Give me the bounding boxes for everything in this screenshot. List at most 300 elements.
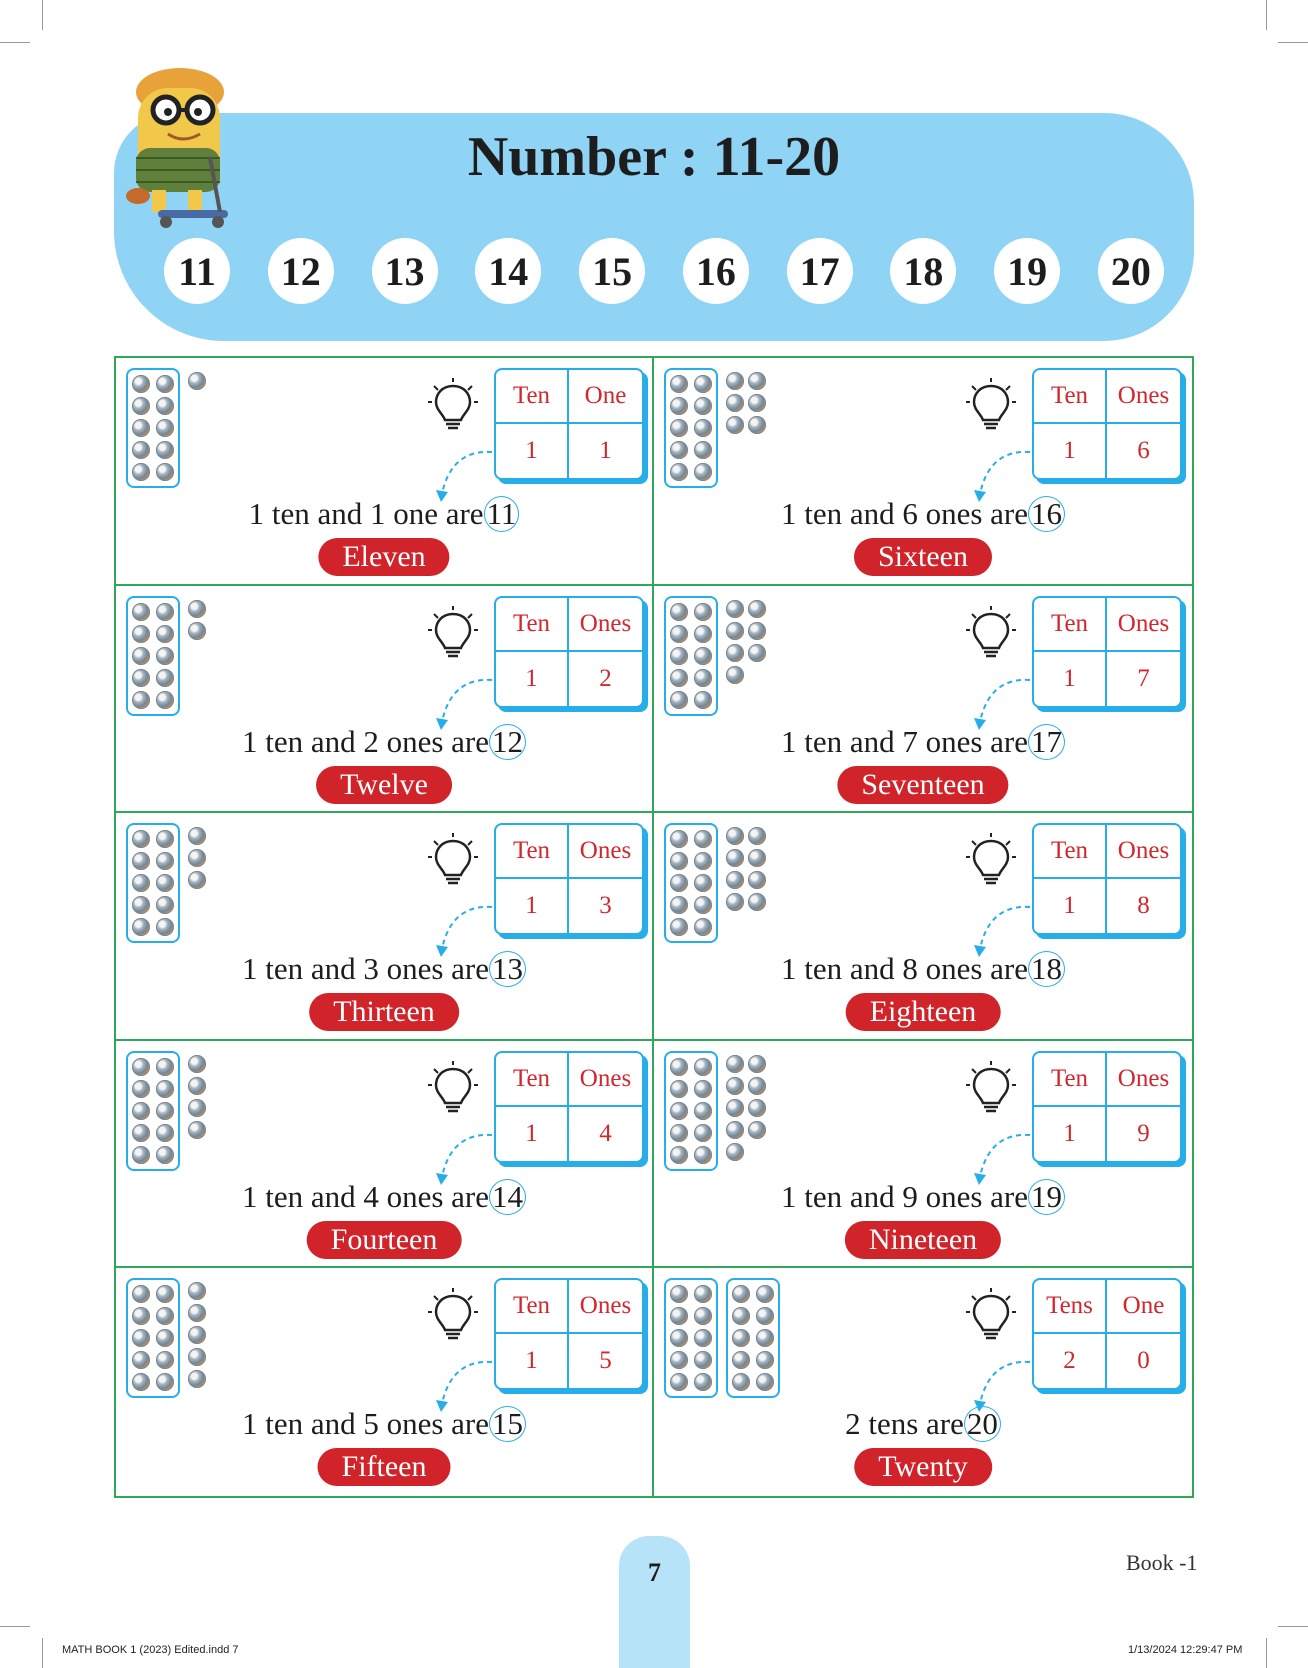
ten-heading: Ten bbox=[1034, 370, 1107, 424]
bead bbox=[748, 827, 766, 845]
bead bbox=[732, 1285, 750, 1303]
bead bbox=[732, 1307, 750, 1325]
bead bbox=[748, 1055, 766, 1073]
circled-number: 19 bbox=[1028, 1179, 1065, 1215]
loose-beads bbox=[188, 1278, 206, 1388]
ten-bead-strip bbox=[726, 1278, 780, 1398]
ten-bead-strip bbox=[664, 823, 718, 943]
ten-value: 1 bbox=[496, 652, 569, 706]
bead bbox=[726, 600, 744, 618]
bead bbox=[156, 830, 174, 848]
bead bbox=[694, 896, 712, 914]
bead bbox=[670, 852, 688, 870]
bead bbox=[726, 1143, 744, 1161]
bead bbox=[670, 874, 688, 892]
bead bbox=[694, 419, 712, 437]
bead bbox=[748, 622, 766, 640]
page-number-tab bbox=[619, 1536, 690, 1668]
ones-value: 4 bbox=[599, 1119, 612, 1147]
bead bbox=[156, 375, 174, 393]
bead bbox=[726, 871, 744, 889]
bead bbox=[132, 603, 150, 621]
place-value-sentence bbox=[654, 1406, 1192, 1442]
ten-heading: Tens bbox=[1034, 1280, 1107, 1334]
sentence-text: 1 ten and 7 ones are bbox=[780, 723, 1029, 759]
bead bbox=[748, 644, 766, 662]
bead-group bbox=[664, 596, 766, 716]
bead bbox=[694, 1058, 712, 1076]
ten-bead-strip bbox=[126, 1051, 180, 1171]
bead-group bbox=[664, 823, 766, 943]
number-word-label: Eighteen bbox=[846, 993, 1001, 1031]
bead bbox=[748, 849, 766, 867]
bead bbox=[670, 1351, 688, 1369]
ones-value: 7 bbox=[1137, 664, 1150, 692]
sentence-text: 1 ten and 5 ones are bbox=[241, 1406, 490, 1442]
number-circle: 14 bbox=[475, 238, 541, 304]
bead bbox=[156, 419, 174, 437]
number-circle: 15 bbox=[579, 238, 645, 304]
bead bbox=[756, 1373, 774, 1391]
bead bbox=[694, 669, 712, 687]
bead bbox=[188, 1304, 206, 1322]
bead bbox=[670, 896, 688, 914]
number-circle: 17 bbox=[787, 238, 853, 304]
ones-value: 5 bbox=[599, 1347, 612, 1375]
bead bbox=[670, 1373, 688, 1391]
bead bbox=[156, 852, 174, 870]
bead bbox=[132, 397, 150, 415]
ones-heading: Ones bbox=[569, 825, 642, 879]
bead bbox=[670, 1307, 688, 1325]
lightbulb-icon bbox=[428, 606, 478, 662]
bead bbox=[132, 691, 150, 709]
ten-bead-strip bbox=[126, 368, 180, 488]
circled-number: 11 bbox=[484, 496, 520, 532]
loose-beads bbox=[188, 596, 206, 640]
lightbulb-icon bbox=[428, 1288, 478, 1344]
print-slug-file: MATH BOOK 1 (2023) Edited.indd 7 bbox=[62, 1644, 239, 1656]
bead bbox=[748, 372, 766, 390]
circled-number: 15 bbox=[489, 1406, 526, 1442]
bead bbox=[188, 372, 206, 390]
bead bbox=[670, 691, 688, 709]
number-circle: 13 bbox=[372, 238, 438, 304]
ones-value: 1 bbox=[599, 437, 612, 464]
circled-number: 13 bbox=[489, 951, 526, 987]
bead bbox=[188, 1099, 206, 1117]
bead bbox=[188, 1077, 206, 1095]
ten-heading: Ten bbox=[1034, 825, 1107, 879]
bead bbox=[132, 441, 150, 459]
loose-beads bbox=[188, 368, 206, 390]
loose-beads bbox=[726, 823, 766, 911]
bead bbox=[726, 849, 744, 867]
bead bbox=[156, 1307, 174, 1325]
ten-bead-strip bbox=[126, 823, 180, 943]
page-number: 7 bbox=[648, 1558, 661, 1587]
bead bbox=[748, 1077, 766, 1095]
bead bbox=[726, 622, 744, 640]
bead bbox=[670, 647, 688, 665]
bead bbox=[132, 1373, 150, 1391]
sentence-text: 2 tens are bbox=[845, 1406, 964, 1442]
bead bbox=[670, 463, 688, 481]
place-value-sentence bbox=[116, 724, 652, 760]
place-value-sentence bbox=[654, 1179, 1192, 1215]
bead bbox=[694, 1307, 712, 1325]
number-word-label: Nineteen bbox=[845, 1221, 1001, 1259]
bead bbox=[156, 441, 174, 459]
bead bbox=[188, 600, 206, 618]
bead bbox=[670, 441, 688, 459]
bead bbox=[132, 1329, 150, 1347]
ones-heading: One bbox=[569, 370, 642, 424]
circled-number: 16 bbox=[1028, 496, 1065, 532]
place-value-sentence bbox=[116, 1179, 652, 1215]
empty-slot bbox=[748, 1143, 766, 1161]
bead bbox=[670, 1329, 688, 1347]
bead bbox=[726, 1121, 744, 1139]
bead bbox=[132, 1080, 150, 1098]
crop-mark bbox=[42, 0, 43, 30]
empty-slot bbox=[748, 666, 766, 684]
loose-beads bbox=[188, 823, 206, 889]
number-card bbox=[654, 586, 1192, 814]
bead bbox=[670, 830, 688, 848]
ten-value: 1 bbox=[496, 424, 569, 478]
bead bbox=[156, 918, 174, 936]
circled-number: 18 bbox=[1028, 951, 1065, 987]
sentence-text: 1 ten and 3 ones are bbox=[241, 951, 490, 987]
number-card bbox=[654, 1041, 1192, 1269]
bead bbox=[670, 1080, 688, 1098]
title-banner bbox=[114, 113, 1194, 341]
bead bbox=[726, 827, 744, 845]
bead bbox=[670, 1124, 688, 1142]
bead bbox=[188, 1326, 206, 1344]
bead bbox=[188, 1370, 206, 1388]
crop-mark bbox=[1278, 42, 1308, 43]
bead bbox=[726, 1055, 744, 1073]
bead-group bbox=[664, 1278, 780, 1398]
ten-value: 2 bbox=[1034, 1334, 1107, 1388]
bead bbox=[732, 1373, 750, 1391]
place-value-table bbox=[494, 823, 644, 935]
ten-heading: Ten bbox=[1034, 598, 1107, 652]
bead bbox=[132, 918, 150, 936]
bead bbox=[694, 1146, 712, 1164]
ones-value: 0 bbox=[1137, 1347, 1150, 1375]
mascot-illustration bbox=[108, 62, 238, 232]
place-value-sentence bbox=[116, 1406, 652, 1442]
sentence-text: 1 ten and 9 ones are bbox=[780, 1178, 1029, 1214]
circled-number: 20 bbox=[964, 1406, 1001, 1442]
bead bbox=[670, 1102, 688, 1120]
bead bbox=[748, 394, 766, 412]
place-value-sentence bbox=[116, 951, 652, 987]
bead bbox=[670, 625, 688, 643]
bead bbox=[156, 603, 174, 621]
bead bbox=[188, 827, 206, 845]
bead bbox=[156, 669, 174, 687]
ones-value: 3 bbox=[599, 892, 612, 920]
bead bbox=[670, 603, 688, 621]
page-title: Number : 11-20 bbox=[467, 126, 841, 188]
bead bbox=[670, 1146, 688, 1164]
ten-value: 1 bbox=[496, 1334, 569, 1388]
bead bbox=[132, 1058, 150, 1076]
number-circle: 20 bbox=[1098, 238, 1164, 304]
number-circle: 16 bbox=[683, 238, 749, 304]
bead bbox=[756, 1285, 774, 1303]
bead bbox=[694, 1373, 712, 1391]
bead bbox=[188, 1348, 206, 1366]
bead-group bbox=[126, 1051, 206, 1171]
number-word-label: Thirteen bbox=[309, 993, 459, 1031]
bead bbox=[748, 1121, 766, 1139]
sentence-text: 1 ten and 8 ones are bbox=[780, 951, 1029, 987]
bead bbox=[670, 1058, 688, 1076]
bead bbox=[694, 625, 712, 643]
number-card bbox=[116, 358, 654, 586]
bead bbox=[188, 1282, 206, 1300]
bead bbox=[732, 1329, 750, 1347]
bead bbox=[670, 375, 688, 393]
bead-group bbox=[126, 823, 206, 943]
number-word-label: Sixteen bbox=[854, 538, 992, 576]
ones-heading: Ones bbox=[1107, 825, 1180, 879]
ten-heading: Ten bbox=[1034, 1053, 1107, 1107]
number-word-label: Fourteen bbox=[307, 1221, 462, 1259]
number-cards-grid bbox=[114, 356, 1194, 1498]
bead bbox=[156, 1080, 174, 1098]
bead bbox=[156, 1373, 174, 1391]
ten-value: 1 bbox=[496, 1107, 569, 1161]
ones-heading: One bbox=[1107, 1280, 1180, 1334]
bead bbox=[132, 874, 150, 892]
lightbulb-icon bbox=[428, 833, 478, 889]
lightbulb-icon bbox=[428, 378, 478, 434]
place-value-table bbox=[1032, 1051, 1182, 1163]
ten-value: 1 bbox=[1034, 1107, 1107, 1161]
bead bbox=[156, 647, 174, 665]
ones-heading: Ones bbox=[569, 1053, 642, 1107]
bead bbox=[188, 871, 206, 889]
place-value-table bbox=[494, 1278, 644, 1390]
bead bbox=[188, 849, 206, 867]
number-word-label: Fifteen bbox=[318, 1448, 451, 1486]
bead bbox=[694, 830, 712, 848]
bead bbox=[694, 375, 712, 393]
bead bbox=[726, 644, 744, 662]
bead bbox=[132, 896, 150, 914]
bead bbox=[732, 1351, 750, 1369]
crop-mark bbox=[0, 1626, 30, 1627]
bead bbox=[156, 463, 174, 481]
number-row bbox=[164, 238, 1164, 304]
sentence-text: 1 ten and 6 ones are bbox=[780, 496, 1029, 531]
crop-mark bbox=[0, 42, 30, 43]
bead bbox=[694, 647, 712, 665]
bead bbox=[694, 1285, 712, 1303]
bead bbox=[132, 1307, 150, 1325]
bead bbox=[156, 691, 174, 709]
ten-heading: Ten bbox=[496, 825, 569, 879]
bead bbox=[748, 416, 766, 434]
number-card bbox=[116, 586, 654, 814]
bead bbox=[132, 830, 150, 848]
bead bbox=[726, 1077, 744, 1095]
bead bbox=[132, 625, 150, 643]
bead bbox=[156, 896, 174, 914]
bead bbox=[132, 375, 150, 393]
lightbulb-icon bbox=[966, 1288, 1016, 1344]
bead bbox=[670, 918, 688, 936]
bead bbox=[694, 874, 712, 892]
circled-number: 12 bbox=[489, 724, 526, 760]
ones-heading: Ones bbox=[1107, 1053, 1180, 1107]
bead bbox=[726, 372, 744, 390]
bead bbox=[748, 1099, 766, 1117]
ten-heading: Ten bbox=[496, 370, 569, 424]
number-card bbox=[654, 1268, 1192, 1496]
bead bbox=[132, 1102, 150, 1120]
ones-heading: Ones bbox=[1107, 370, 1180, 424]
ten-bead-strip bbox=[126, 596, 180, 716]
number-circle: 18 bbox=[890, 238, 956, 304]
bead bbox=[132, 463, 150, 481]
number-word-label: Eleven bbox=[318, 538, 449, 576]
lightbulb-icon bbox=[966, 1061, 1016, 1117]
bead-group bbox=[664, 1051, 766, 1171]
bead bbox=[670, 669, 688, 687]
sentence-text: 1 ten and 4 ones are bbox=[241, 1178, 490, 1214]
place-value-table bbox=[494, 596, 644, 708]
bead bbox=[132, 669, 150, 687]
bead bbox=[156, 1146, 174, 1164]
place-value-table bbox=[1032, 368, 1182, 480]
bead bbox=[726, 394, 744, 412]
bead bbox=[756, 1351, 774, 1369]
bead bbox=[756, 1329, 774, 1347]
bead-group bbox=[126, 368, 206, 488]
bead bbox=[132, 852, 150, 870]
bead bbox=[156, 1329, 174, 1347]
loose-beads bbox=[726, 596, 766, 684]
bead bbox=[156, 1102, 174, 1120]
crop-mark bbox=[1278, 1626, 1308, 1627]
lightbulb-icon bbox=[428, 1061, 478, 1117]
ones-heading: Ones bbox=[569, 598, 642, 652]
crop-mark bbox=[1266, 0, 1267, 30]
bead bbox=[726, 416, 744, 434]
number-circle: 19 bbox=[994, 238, 1060, 304]
bead bbox=[132, 1351, 150, 1369]
loose-beads bbox=[188, 1051, 206, 1139]
number-card bbox=[654, 358, 1192, 586]
place-value-sentence bbox=[654, 496, 1192, 532]
bead bbox=[132, 1124, 150, 1142]
ten-value: 1 bbox=[1034, 424, 1107, 478]
bead bbox=[156, 1351, 174, 1369]
number-word-label: Twenty bbox=[854, 1448, 992, 1486]
bead-group bbox=[664, 368, 766, 488]
circled-number: 14 bbox=[489, 1179, 526, 1215]
place-value-sentence bbox=[654, 724, 1192, 760]
number-card bbox=[654, 813, 1192, 1041]
bead bbox=[694, 603, 712, 621]
ones-value: 6 bbox=[1137, 437, 1150, 464]
bead bbox=[756, 1307, 774, 1325]
number-word-label: Seventeen bbox=[837, 766, 1008, 804]
bead bbox=[156, 1285, 174, 1303]
ones-heading: Ones bbox=[1107, 598, 1180, 652]
bead bbox=[694, 691, 712, 709]
book-label: Book -1 bbox=[1126, 1550, 1198, 1575]
circled-number: 17 bbox=[1028, 724, 1065, 760]
bead bbox=[694, 1080, 712, 1098]
number-circle: 11 bbox=[164, 238, 230, 304]
ones-value: 9 bbox=[1137, 1119, 1150, 1147]
sentence-text: 1 ten and 2 ones are bbox=[241, 723, 490, 759]
bead-group bbox=[126, 1278, 206, 1398]
bead bbox=[188, 622, 206, 640]
bead bbox=[156, 397, 174, 415]
bead bbox=[188, 1121, 206, 1139]
number-card bbox=[116, 1041, 654, 1269]
bead bbox=[156, 874, 174, 892]
bead bbox=[694, 1329, 712, 1347]
ones-value: 8 bbox=[1137, 892, 1150, 920]
crop-mark bbox=[1266, 1638, 1267, 1668]
place-value-table bbox=[494, 1051, 644, 1163]
ten-value: 1 bbox=[1034, 652, 1107, 706]
bead bbox=[694, 852, 712, 870]
place-value-table bbox=[1032, 1278, 1182, 1390]
ten-bead-strip bbox=[126, 1278, 180, 1398]
bead bbox=[156, 1124, 174, 1142]
bead bbox=[726, 666, 744, 684]
bead bbox=[156, 1058, 174, 1076]
bead bbox=[156, 625, 174, 643]
ten-heading: Ten bbox=[496, 598, 569, 652]
ones-heading: Ones bbox=[569, 1280, 642, 1334]
place-value-table bbox=[1032, 823, 1182, 935]
bead bbox=[694, 1351, 712, 1369]
ten-value: 1 bbox=[496, 879, 569, 933]
bead bbox=[132, 1146, 150, 1164]
print-slug-date: 1/13/2024 12:29:47 PM bbox=[1128, 1644, 1243, 1656]
lightbulb-icon bbox=[966, 606, 1016, 662]
sentence-text: 1 ten and 1 one are bbox=[248, 496, 484, 531]
ten-value: 1 bbox=[1034, 879, 1107, 933]
bead bbox=[694, 918, 712, 936]
bead bbox=[132, 419, 150, 437]
number-word-label: Twelve bbox=[316, 766, 452, 804]
bead bbox=[670, 1285, 688, 1303]
bead bbox=[670, 397, 688, 415]
ones-value: 2 bbox=[599, 664, 612, 692]
place-value-sentence bbox=[654, 951, 1192, 987]
bead bbox=[670, 419, 688, 437]
ten-bead-strip bbox=[664, 368, 718, 488]
lightbulb-icon bbox=[966, 378, 1016, 434]
bead bbox=[694, 397, 712, 415]
bead bbox=[726, 893, 744, 911]
place-value-sentence bbox=[116, 496, 652, 532]
crop-mark bbox=[42, 1638, 43, 1668]
